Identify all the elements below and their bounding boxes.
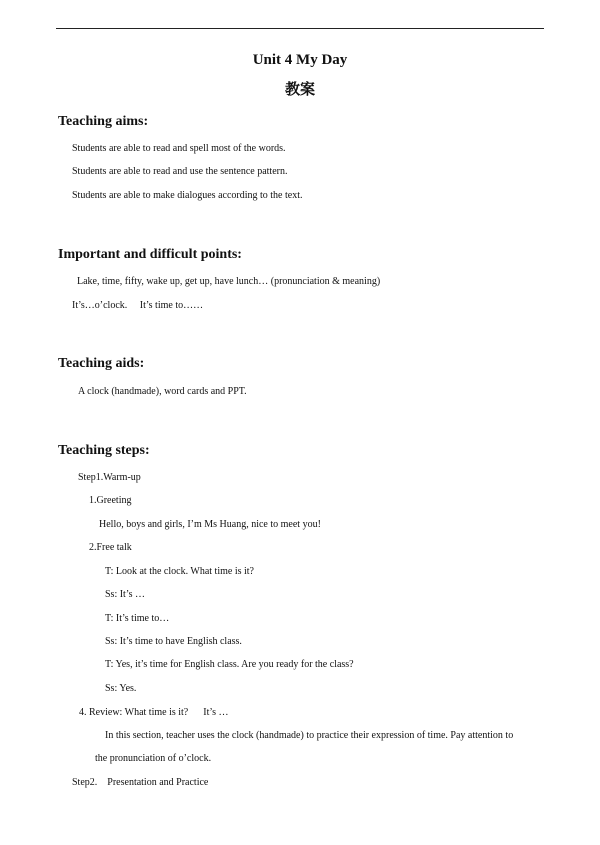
- step1-label: Step1.Warm-up: [78, 472, 141, 483]
- dialogue-line: Ss: It’s time to have English class.: [105, 636, 242, 647]
- points-line: It’s…o’clock. It’s time to……: [72, 300, 204, 311]
- review-note: In this section, teacher uses the clock (handmade) to practice their expression of time. Pay attention to: [105, 730, 514, 741]
- page-title: Unit 4 My Day: [252, 52, 348, 68]
- teaching-aims-heading: Teaching aims:: [58, 114, 149, 129]
- free-talk-label: 2.Free talk: [89, 542, 132, 553]
- greeting-label: 1.Greeting: [89, 495, 132, 506]
- teaching-aids-heading: Teaching aids:: [58, 356, 145, 371]
- review-line: 4. Review: What time is it? It’s …: [79, 707, 229, 718]
- important-points-heading: Important and difficult points:: [58, 247, 242, 262]
- page-subtitle: 教案: [284, 82, 315, 98]
- dialogue-line: Ss: It’s …: [105, 589, 146, 600]
- dialogue-line: T: It’s time to…: [105, 613, 170, 624]
- greeting-text: Hello, boys and girls, I’m Ms Huang, nice to meet you!: [99, 519, 321, 530]
- step2-label: Step2. Presentation and Practice: [72, 777, 209, 788]
- points-line: Lake, time, fifty, wake up, get up, have lunch… (pronunciation & meaning): [77, 276, 381, 287]
- aim-line: Students are able to read and spell most of the words.: [72, 143, 286, 154]
- aids-line: A clock (handmade), word cards and PPT.: [78, 386, 247, 397]
- aim-line: Students are able to read and use the sentence pattern.: [72, 166, 288, 177]
- header-rule: [56, 28, 544, 29]
- aim-line: Students are able to make dialogues according to the text.: [72, 190, 303, 201]
- dialogue-line: Ss: Yes.: [105, 683, 137, 694]
- review-note: the pronunciation of o’clock.: [95, 753, 212, 764]
- dialogue-line: T: Look at the clock. What time is it?: [105, 566, 254, 577]
- teaching-steps-heading: Teaching steps:: [58, 443, 150, 458]
- dialogue-line: T: Yes, it’s time for English class. Are you ready for the class?: [105, 659, 354, 670]
